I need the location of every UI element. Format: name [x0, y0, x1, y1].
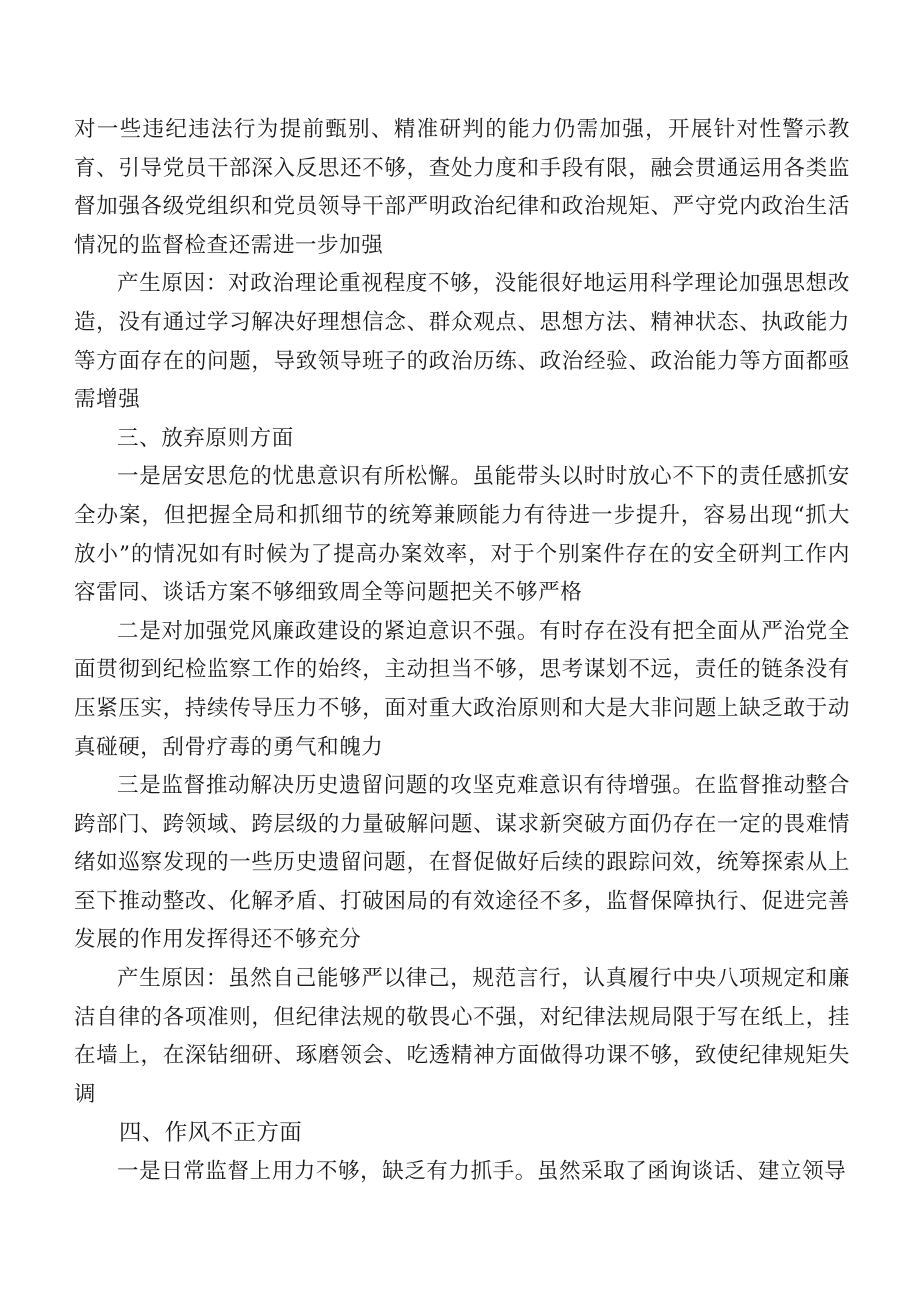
- paragraph-cause-2: 产生原因：虽然自己能够严以律己，规范言行，认真履行中央八项规定和廉洁自律的各项准则，但纪律法规的敬畏心不强，对纪律法规局限于写在纸上，挂在墙上，在深钻细研、琢磨领会、吃透精神方面做得功课不够，致使纪律规矩失调: [74, 966, 850, 1107]
- section-heading-4: 四、作风不正方面: [119, 1120, 303, 1147]
- paragraph-item-2: 二是对加强党风廉政建设的紧迫意识不强。有时存在没有把全面从严治党全面贯彻到纪检监察工作的始终，主动担当不够，思考谋划不远，责任的链条没有压紧压实，持续传导压力不够，面对重大政治原则和大是大非问题上缺乏敢于动真碰硬，刮骨疗毒的勇气和魄力: [74, 618, 850, 760]
- paragraph-cause-1: 产生原因：对政治理论重视程度不够，没能很好地运用科学理论加强思想改造，没有通过学习解决好理想信念、群众观点、思想方法、精神状态、执政能力等方面存在的问题，导致领导班子的政治历练、政治经验、政治能力等方面都亟需增强: [74, 271, 850, 413]
- paragraph-item-4: 一是日常监督上用力不够，缺乏有力抓手。虽然采取了函询谈话、建立领导: [117, 1159, 847, 1185]
- section-heading-3: 三、放弃原则方面: [117, 425, 294, 451]
- paragraph-item-3: 三是监督推动解决历史遗留问题的攻坚克难意识有待增强。在监督推动整合跨部门、跨领域、跨层级的力量破解问题、谋求新突破方面仍存在一定的畏难情绪如巡察发现的一些历史遗留问题，在督促做好后续的跟踪问效，统筹探索从上至下推动整改、化解矛盾、打破困局的有效途径不多，监督保障执行、促进完善发展的作用发挥得还不够充分: [74, 773, 850, 953]
- document-body: [74, 111, 850, 1192]
- paragraph-continuation: 对一些违纪违法行为提前甄别、精准研判的能力仍需加强，开展针对性警示教育、引导党员干部深入反思还不够，查处力度和手段有限，融会贯通运用各类监督加强各级党组织和党员领导干部严明政治纪律和政治规矩、严守党内政治生活情况的监督检查还需进一步加强: [74, 117, 850, 258]
- paragraph-item-1: 一是居安思危的忧患意识有所松懈。虽能带头以时时放心不下的责任感抓安全办案，但把握全局和抓细节的统筹兼顾能力有待进一步提升，容易出现“抓大放小”的情况如有时候为了提高办案效率，对于个别案件存在的安全研判工作内容雷同、谈话方案不够细致周全等问题把关不够严格: [74, 464, 850, 606]
